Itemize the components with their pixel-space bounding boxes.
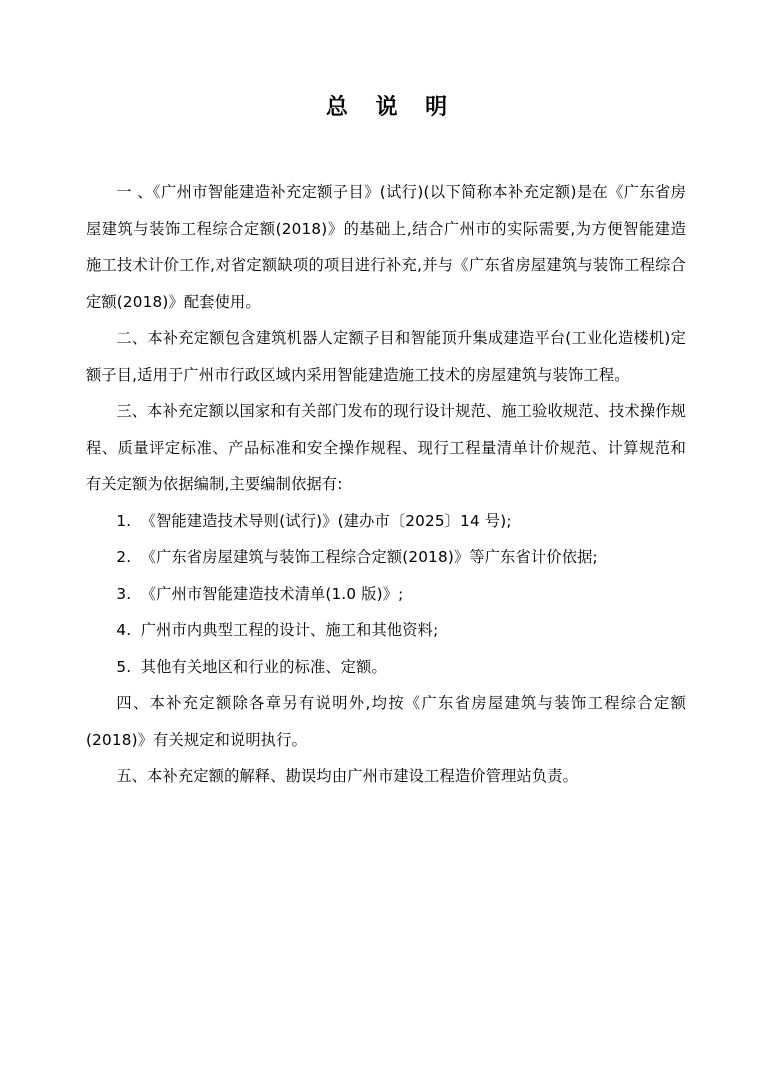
- paragraph-3: 三、本补充定额以国家和有关部门发布的现行设计规范、施工验收规范、技术操作规程、质量评定标准、产品标准和安全操作规程、现行工程量清单计价规范、计算规范和有关定额为依据编制,主要编制依据有:: [86, 402, 686, 493]
- list-item-number: 2.: [116, 548, 132, 566]
- paragraph-5: 五、本补充定额的解释、勘误均由广州市建设工程造价管理站负责。: [116, 767, 579, 785]
- list-item: [86, 649, 686, 686]
- list-item: [86, 539, 686, 576]
- list-item-number: 5.: [116, 657, 132, 676]
- list-item: [86, 503, 686, 540]
- list-item-text: 广州市内典型工程的设计、施工和其他资料;: [140, 621, 439, 639]
- document-body: [86, 174, 686, 795]
- page-title: 总 说 明: [325, 95, 458, 120]
- paragraph-4: 四、本补充定额除各章另有说明外,均按《广东省房屋建筑与装饰工程综合定额(2018)》有关规定和说明执行。: [86, 694, 686, 749]
- list-item-text: 《广东省房屋建筑与装饰工程综合定额(2018)》等广东省计价依据;: [140, 548, 598, 566]
- list-item-text: 其他有关地区和行业的标准、定额。: [140, 657, 387, 676]
- list-item-number: 3.: [116, 584, 132, 603]
- list-item-text: 《广州市智能建造技术清单(1.0 版)》;: [140, 584, 404, 603]
- list-item: [86, 612, 686, 649]
- paragraph-1: 一 、《广州市智能建造补充定额子目》(试行)(以下简称本补充定额)是在《广东省房屋建筑与装饰工程综合定额(2018)》的基础上,结合广州市的实际需要,为方便智能建造施工技术计价工作,对省定额缺项的项目进行补充,并与《广东省房屋建筑与装饰工程综合定额(2018)》配套使用。: [86, 183, 686, 311]
- paragraph-2: 二、本补充定额包含建筑机器人定额子目和智能顶升集成建造平台(工业化造楼机)定额子目,适用于广州市行政区域内采用智能建造施工技术的房屋建筑与装饰工程。: [86, 329, 686, 384]
- list-item-number: 4.: [116, 621, 132, 639]
- list-item: [86, 576, 686, 613]
- list-item-text: 《智能建造技术导则(试行)》(建办市〔2025〕14 号);: [140, 511, 512, 530]
- list-item-number: 1.: [116, 511, 132, 530]
